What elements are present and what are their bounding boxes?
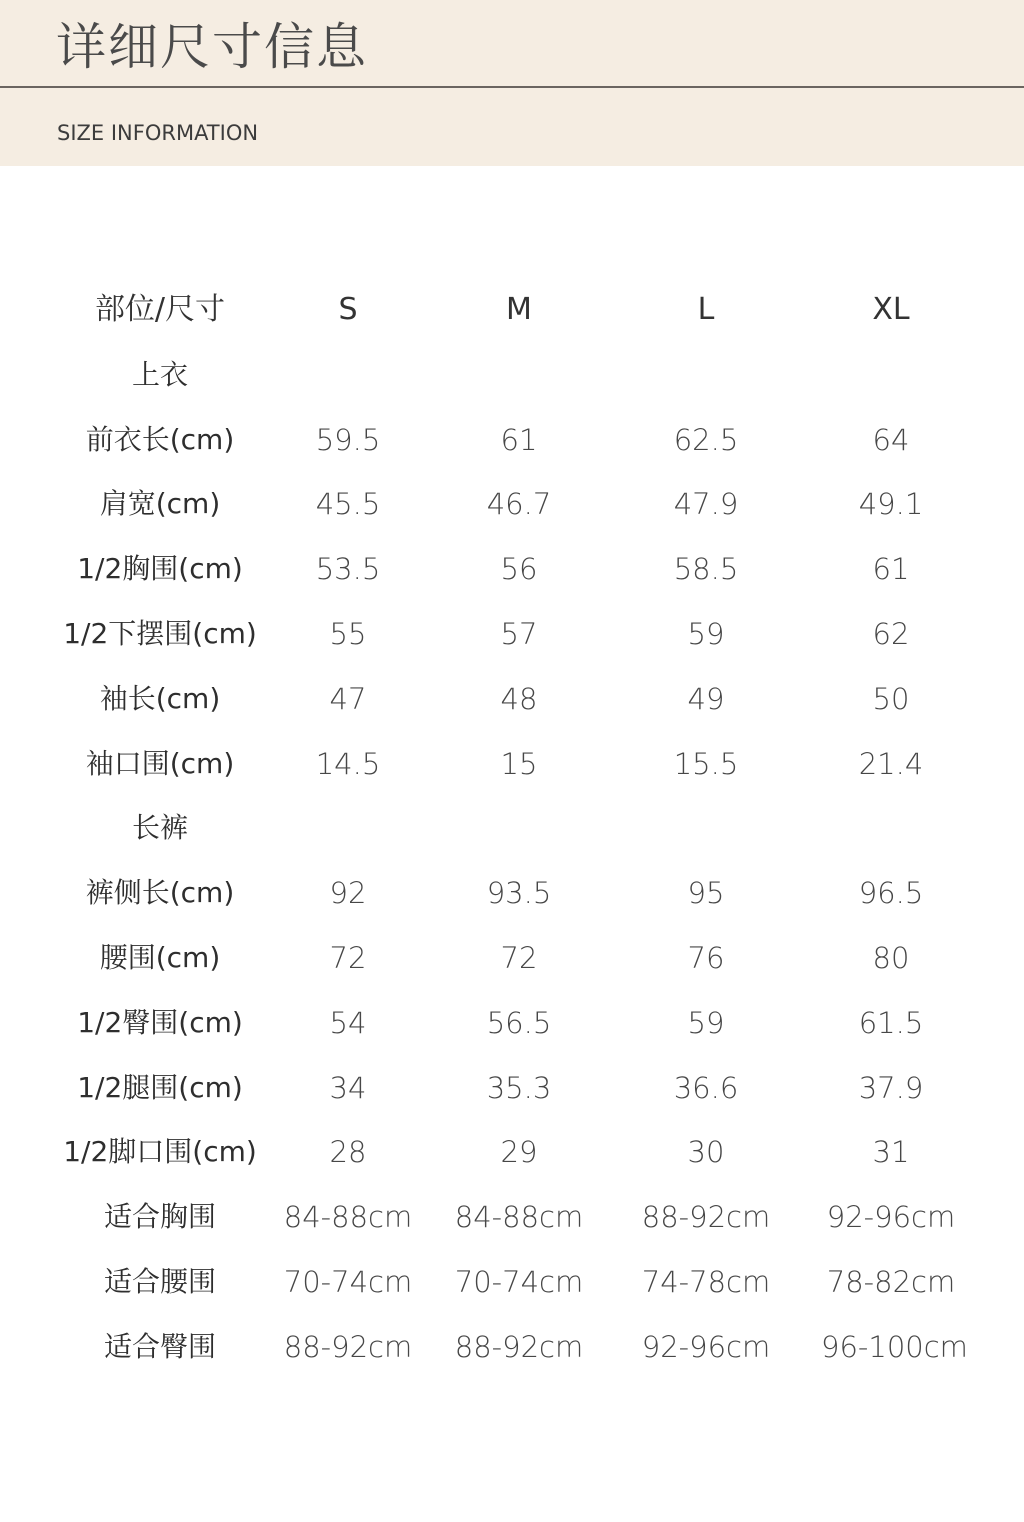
table-cell: 29 [500, 1135, 538, 1170]
table-cell: 56.5 [486, 1005, 552, 1040]
table-cell: 55 [329, 616, 367, 651]
table-cell: 64 [872, 422, 910, 457]
row-label: 1/2脚口围(cm) [63, 1135, 257, 1169]
table-cell: 59 [687, 616, 725, 651]
page-title: 详细尺寸信息 [56, 18, 368, 76]
column-header-xl: XL [872, 292, 910, 327]
table-cell: 72 [329, 940, 367, 975]
table-cell: 92 [329, 876, 367, 911]
row-label: 1/2胸围(cm) [77, 552, 243, 586]
row-label: 腰围(cm) [99, 940, 221, 974]
table-row [0, 861, 1024, 926]
table-cell: 59 [687, 1005, 725, 1040]
table-cell: 70-74cm [454, 1264, 584, 1299]
row-label: 1/2下摆围(cm) [63, 616, 257, 650]
row-label: 1/2臀围(cm) [77, 1005, 243, 1039]
table-cell: 37.9 [858, 1070, 924, 1105]
table-cell: 49.1 [858, 487, 924, 522]
table-cell: 59.5 [315, 422, 381, 457]
table-row [0, 991, 1024, 1056]
table-row [0, 1056, 1024, 1121]
table-cell: 61 [500, 422, 538, 457]
table-row [0, 1185, 1024, 1250]
table-cell: 84-88cm [283, 1200, 413, 1235]
table-cell: 92-96cm [641, 1329, 771, 1364]
table-cell: 70-74cm [283, 1264, 413, 1299]
row-label: 上衣 [131, 357, 188, 391]
table-cell: 78-82cm [826, 1264, 956, 1299]
row-label: 适合腰围 [103, 1264, 216, 1298]
table-cell: 95 [687, 876, 725, 911]
table-cell: 48 [500, 681, 538, 716]
table-cell: 88-92cm [641, 1200, 771, 1235]
table-cell [636, 796, 776, 861]
table-row [0, 1120, 1024, 1185]
table-cell: 80 [872, 940, 910, 975]
table-cell: 84-88cm [454, 1200, 584, 1235]
table-cell: 35.3 [486, 1070, 552, 1105]
table-cell: 88-92cm [454, 1329, 584, 1364]
row-label: 裤侧长(cm) [85, 876, 235, 910]
table-cell: 61.5 [858, 1005, 924, 1040]
table-cell [821, 796, 961, 861]
table-row [0, 1315, 1024, 1380]
table-cell: 92-96cm [826, 1200, 956, 1235]
table-cell: 96-100cm [821, 1329, 968, 1364]
table-row [0, 537, 1024, 602]
table-row [0, 667, 1024, 732]
table-cell: 72 [500, 940, 538, 975]
row-label: 1/2腿围(cm) [77, 1070, 243, 1104]
header-divider [0, 86, 1024, 88]
table-cell: 45.5 [315, 487, 381, 522]
row-label: 袖口围(cm) [85, 746, 235, 780]
table-row [0, 796, 1024, 861]
column-header-s: S [338, 292, 358, 327]
table-row [0, 472, 1024, 537]
table-cell: 21.4 [858, 746, 924, 781]
table-cell: 57 [500, 616, 538, 651]
header-banner [0, 0, 1024, 166]
size-table [0, 278, 1024, 1380]
table-cell: 96.5 [858, 876, 924, 911]
table-cell: 49 [687, 681, 725, 716]
row-label: 肩宽(cm) [99, 487, 221, 521]
row-label: 前衣长(cm) [85, 422, 235, 456]
table-cell: 15.5 [673, 746, 739, 781]
table-cell: 74-78cm [641, 1264, 771, 1299]
table-body [0, 343, 1024, 1380]
table-cell: 47 [329, 681, 367, 716]
column-header-l: L [697, 292, 715, 327]
table-cell: 53.5 [315, 552, 381, 587]
row-label: 长裤 [131, 811, 188, 845]
row-label: 袖长(cm) [99, 681, 221, 715]
table-cell: 31 [872, 1135, 910, 1170]
table-row [0, 602, 1024, 667]
table-cell: 50 [872, 681, 910, 716]
table-cell: 56 [500, 552, 538, 587]
page-subtitle: SIZE INFORMATION [57, 121, 259, 145]
table-cell [278, 796, 418, 861]
column-header-part: 部位/尺寸 [94, 292, 226, 327]
table-cell [636, 343, 776, 408]
table-row [0, 732, 1024, 797]
table-cell: 88-92cm [283, 1329, 413, 1364]
table-cell: 93.5 [486, 876, 552, 911]
table-cell: 61 [872, 552, 910, 587]
table-cell: 62 [872, 616, 910, 651]
row-label: 适合臀围 [103, 1329, 216, 1363]
column-header-m: M [506, 292, 532, 327]
table-cell [821, 343, 961, 408]
row-label: 适合胸围 [103, 1200, 216, 1234]
table-cell: 62.5 [673, 422, 739, 457]
table-cell [449, 343, 589, 408]
table-cell: 14.5 [315, 746, 381, 781]
table-cell: 58.5 [673, 552, 739, 587]
table-cell [278, 343, 418, 408]
table-cell: 15 [500, 746, 538, 781]
table-row [0, 926, 1024, 991]
table-cell: 28 [329, 1135, 367, 1170]
table-cell: 76 [687, 940, 725, 975]
table-cell: 34 [329, 1070, 367, 1105]
table-row [0, 343, 1024, 408]
table-cell: 47.9 [673, 487, 739, 522]
table-cell: 46.7 [486, 487, 552, 522]
table-header-row [0, 278, 1024, 343]
table-row [0, 408, 1024, 473]
table-row [0, 1250, 1024, 1315]
table-cell: 54 [329, 1005, 367, 1040]
table-cell: 36.6 [673, 1070, 739, 1105]
table-cell [449, 796, 589, 861]
table-cell: 30 [687, 1135, 725, 1170]
